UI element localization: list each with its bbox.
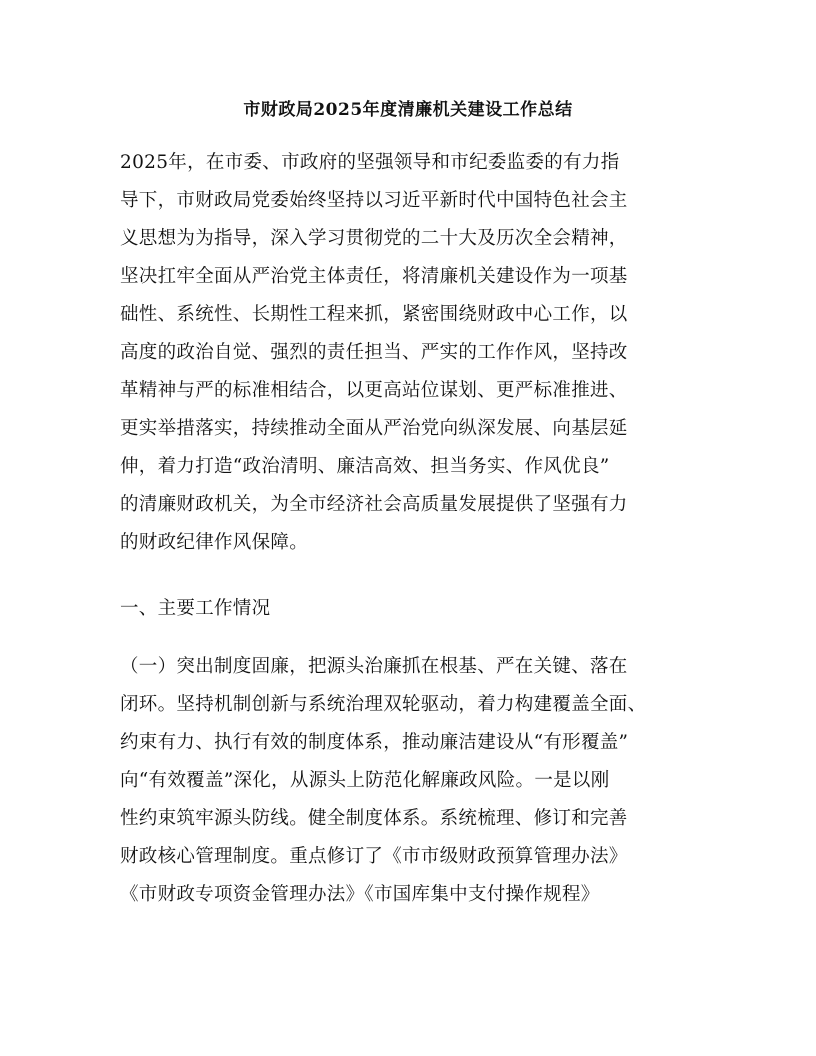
paragraph1-line-1: 2025年，在市委、市政府的坚强领导和市纪委监委的有力指 [120, 152, 620, 173]
paragraph2-line-3: 约束有力、执行有效的制度体系，推动廉洁建设从“有形覆盖” [120, 732, 629, 753]
paragraph1-line-11: 的财政纪律作风保障。 [120, 532, 309, 553]
paragraph1-line-2: 导下，市财政局党委始终坚持以习近平新时代中国特色社会主 [120, 190, 628, 211]
paragraph1-line-10: 的清廉财政机关，为全市经济社会高质量发展提供了坚强有力 [120, 494, 628, 515]
paragraph2-line-4: 向“有效覆盖”深化，从源头上防范化解廉政风险。一是以刚 [120, 770, 610, 791]
paragraph2-line-2: 闭环。坚持机制创新与系统治理双轮驱动，着力构建覆盖全面、 [120, 694, 647, 715]
paragraph1-line-7: 革精神与严的标准相结合，以更高站位谋划、更严标准推进、 [120, 380, 628, 401]
section-heading: 一、主要工作情况 [120, 598, 271, 619]
paragraph1-line-8: 更实举措落实，持续推动全面从严治党向纵深发展、向基层延 [120, 418, 628, 439]
paragraph1-line-5: 础性、系统性、长期性工程来抓，紧密围绕财政中心工作，以 [120, 304, 628, 325]
paragraph1-line-4: 坚决扛牢全面从严治党主体责任，将清廉机关建设作为一项基 [120, 266, 628, 287]
document-title: 市财政局2025年度清廉机关建设工作总结 [243, 100, 573, 120]
paragraph1-line-3: 义思想为为指导，深入学习贯彻党的二十大及历次全会精神， [120, 228, 628, 249]
paragraph1-line-9: 伸，着力打造“政治清明、廉洁高效、担当务实、作风优良” [120, 456, 610, 477]
paragraph2-line-7: 《市财政专项资金管理办法》《市国库集中支付操作规程》 [120, 884, 600, 905]
paragraph2-line-6: 财政核心管理制度。重点修订了《市市级财政预算管理办法》 [120, 846, 628, 867]
paragraph1-line-6: 高度的政治自觉、强烈的责任担当、严实的工作作风，坚持改 [120, 342, 628, 363]
paragraph2-line-1: （一）突出制度固廉，把源头治廉抓在根基、严在关键、落在 [120, 656, 628, 677]
paragraph2-line-5: 性约束筑牢源头防线。健全制度体系。系统梳理、修订和完善 [120, 808, 628, 829]
